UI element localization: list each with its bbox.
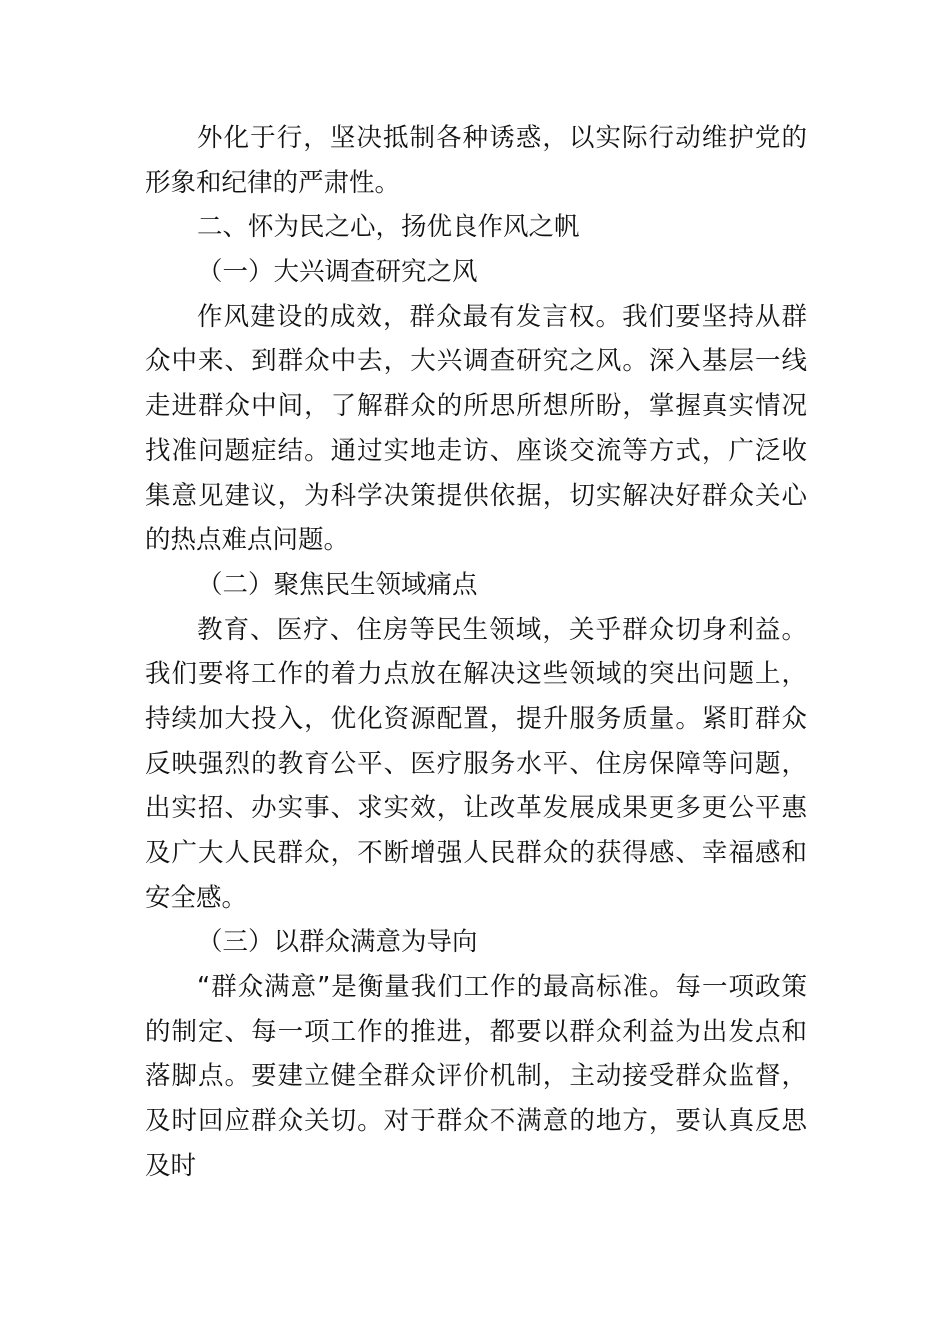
body-line: 的制定、每一项工作的推进，都要以群众利益为出发点和: [145, 1016, 807, 1047]
body-line: 及广大人民群众，不断增强人民群众的获得感、幸福感和: [145, 838, 807, 868]
section-heading: 二、怀为民之心，扬优良作风之帆: [197, 212, 580, 243]
body-line: 落脚点。要建立健全群众评价机制，主动接受群众监督，: [145, 1061, 807, 1092]
body-line: 作风建设的成效，群众最有发言权。我们要坚持从群: [197, 301, 807, 332]
body-line: 安全感。: [145, 882, 248, 913]
body-line: 形象和纪律的严肃性。: [145, 167, 401, 198]
subsection-heading: （二）聚焦民生领域痛点: [197, 569, 478, 600]
body-line: “群众满意”是衡量我们工作的最高标准。每一项政策: [197, 972, 807, 1003]
body-line: 教育、医疗、住房等民生领域，关乎群众切身利益。: [197, 614, 807, 645]
body-line: 外化于行，坚决抵制各种诱惑，以实际行动维护党的: [197, 123, 807, 153]
body-line: 走进群众中间，了解群众的所思所想所盼，掌握真实情况: [145, 391, 807, 422]
body-line: 的热点难点问题。: [145, 525, 350, 556]
subsection-heading: （三）以群众满意为导向: [197, 927, 478, 958]
body-line: 集意见建议，为科学决策提供依据，切实解决好群众关心: [145, 480, 807, 511]
body-line: 我们要将工作的着力点放在解决这些领域的突出问题上，: [145, 659, 807, 690]
body-line: 众中来、到群众中去，大兴调查研究之风。深入基层一线: [145, 346, 807, 377]
body-line: 及时回应群众关切。对于群众不满意的地方，要认真反思: [145, 1106, 807, 1137]
body-line: 及时: [145, 1150, 197, 1181]
subsection-heading: （一）大兴调查研究之风: [197, 257, 478, 288]
body-line: 出实招、办实事、求实效，让改革发展成果更多更公平惠: [145, 793, 807, 824]
body-line: 反映强烈的教育公平、医疗服务水平、住房保障等问题，: [145, 748, 807, 779]
body-line: 找准问题症结。通过实地走访、座谈交流等方式，广泛收: [145, 435, 807, 466]
body-line: 持续加大投入，优化资源配置，提升服务质量。紧盯群众: [145, 703, 807, 734]
document-body: [145, 116, 807, 1189]
